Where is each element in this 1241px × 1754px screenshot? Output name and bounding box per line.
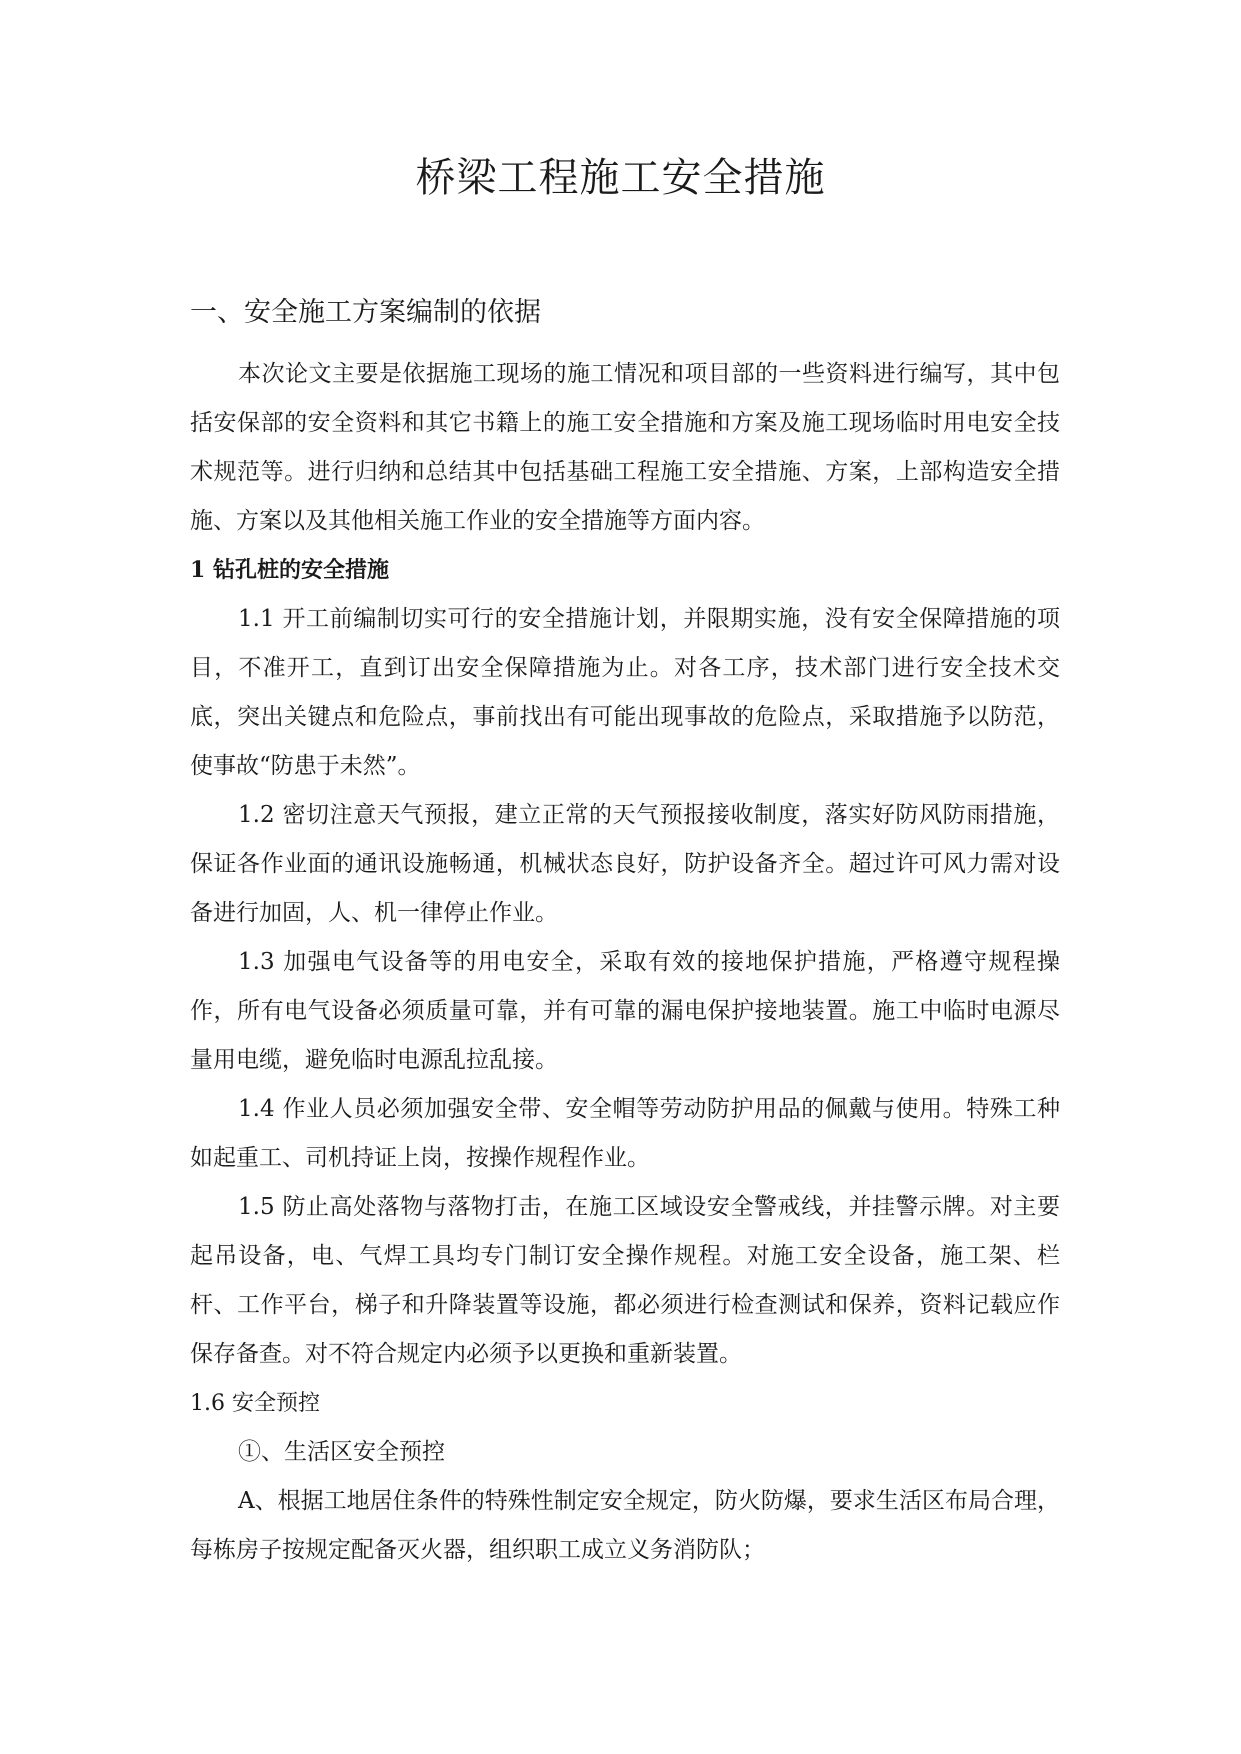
item-1-4: 1.4 作业人员必须加强安全带、安全帽等劳动防护用品的佩戴与使用。特殊工种如起重工、司机持证上岗，按操作规程作业。: [190, 1096, 1060, 1171]
document-body: [190, 288, 1060, 1575]
living-area-heading: ①、生活区安全预控: [238, 1439, 445, 1465]
item-1-5: 1.5 防止高处落物与落物打击，在施工区域设安全警戒线，并挂警示牌。对主要起吊设备，电、气焊工具均专门制订安全操作规程。对施工安全设备，施工架、栏杆、工作平台，梯子和升降装置等设施，都必须进行检查测试和保养，资料记载应作保存备查。对不符合规定内必须予以更换和重新装置。: [190, 1194, 1060, 1367]
document-title: 桥梁工程施工安全措施: [415, 155, 826, 201]
section-heading: 一、安全施工方案编制的依据: [190, 297, 541, 328]
item-a: A、根据工地居住条件的特殊性制定安全规定，防火防爆，要求生活区布局合理，每栋房子按规定配备灭火器，组织职工成立义务消防队；: [190, 1488, 1060, 1563]
item-1-6-heading: 1.6 安全预控: [190, 1391, 320, 1416]
item-1-3: 1.3 加强电气设备等的用电安全，采取有效的接地保护措施，严格遵守规程操作，所有电气设备必须质量可靠，并有可靠的漏电保护接地装置。施工中临时电源尽量用电缆，避免临时电源乱拉乱接。: [190, 949, 1060, 1073]
subsection-heading: 1 钻孔桩的安全措施: [190, 557, 389, 583]
item-1-1: 1.1 开工前编制切实可行的安全措施计划，并限期实施，没有安全保障措施的项目，不准开工，直到订出安全保障措施为止。对各工序，技术部门进行安全技术交底，突出关键点和危险点，事前找出有可能出现事故的危险点，采取措施予以防范，使事故“防患于未然”。: [190, 606, 1060, 779]
intro-paragraph: 本次论文主要是依据施工现场的施工情况和项目部的一些资料进行编写，其中包括安保部的安全资料和其它书籍上的施工安全措施和方案及施工现场临时用电安全技术规范等。进行归纳和总结其中包括基础工程施工安全措施、方案，上部构造安全措施、方案以及其他相关施工作业的安全措施等方面内容。: [190, 361, 1060, 534]
item-1-2: 1.2 密切注意天气预报，建立正常的天气预报接收制度，落实好防风防雨措施，保证各作业面的通讯设施畅通，机械状态良好，防护设备齐全。超过许可风力需对设备进行加固，人、机一律停止作业。: [190, 802, 1060, 926]
